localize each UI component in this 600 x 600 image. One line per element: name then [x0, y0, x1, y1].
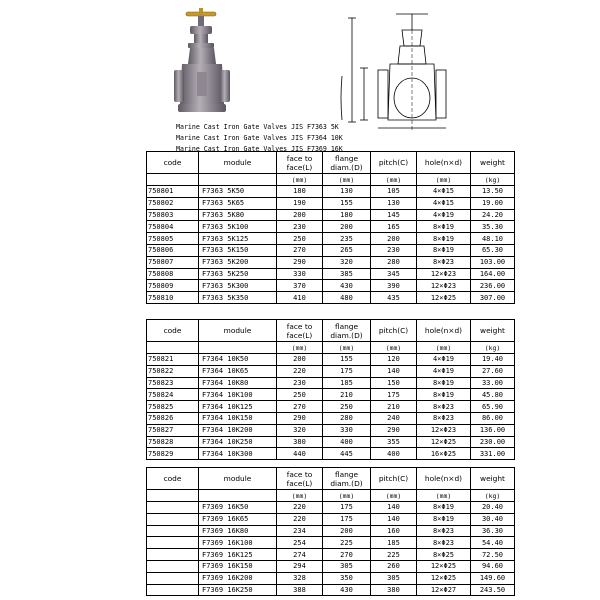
col-weight: weight: [471, 320, 515, 342]
unit-cell: (mm): [371, 342, 417, 354]
table-row: [147, 221, 515, 233]
row-weight: 307.00: [471, 292, 515, 304]
col-flange-line2: diam.(D): [330, 330, 363, 340]
unit-cell: (mm): [277, 342, 323, 354]
row-flange: 200: [323, 525, 371, 537]
table-row: [147, 584, 515, 596]
table-row: [147, 209, 515, 221]
row-weight: 86.00: [471, 412, 515, 424]
row-flange: 350: [323, 572, 371, 584]
units-row: [147, 174, 515, 186]
row-module: F7364 10K150: [199, 412, 277, 424]
row-weight: 20.40: [471, 502, 515, 514]
row-code: [147, 572, 199, 584]
row-pitch: 240: [371, 412, 417, 424]
row-hole: 12×Φ25: [417, 560, 471, 572]
col-face-line2: face(L): [286, 330, 313, 340]
row-weight: 35.30: [471, 221, 515, 233]
spec-table-5k: [146, 151, 515, 304]
row-weight: 230.00: [471, 436, 515, 448]
row-weight: 45.80: [471, 389, 515, 401]
row-pitch: 175: [371, 389, 417, 401]
row-hole: 4×Φ19: [417, 209, 471, 221]
col-module: module: [199, 320, 277, 342]
row-code: 750805: [147, 233, 199, 245]
row-code: [147, 513, 199, 525]
row-face: 370: [277, 280, 323, 292]
row-hole: 8×Φ19: [417, 377, 471, 389]
row-hole: 8×Φ25: [417, 549, 471, 561]
row-weight: 243.50: [471, 584, 515, 596]
col-flange: [323, 320, 371, 342]
unit-cell: (mm): [323, 174, 371, 186]
unit-cell: [199, 174, 277, 186]
row-face: 270: [277, 401, 323, 413]
table-header-row: [147, 152, 515, 174]
row-face: 294: [277, 560, 323, 572]
row-module: F7363 5K150: [199, 244, 277, 256]
col-hole: hole(n×d): [417, 320, 471, 342]
row-code: [147, 549, 199, 561]
row-hole: 8×Φ19: [417, 389, 471, 401]
unit-cell: [147, 490, 199, 502]
row-code: 750808: [147, 268, 199, 280]
row-pitch: 145: [371, 209, 417, 221]
col-code: code: [147, 152, 199, 174]
row-pitch: 165: [371, 221, 417, 233]
row-weight: 65.30: [471, 244, 515, 256]
row-pitch: 260: [371, 560, 417, 572]
row-pitch: 400: [371, 448, 417, 460]
row-face: 254: [277, 537, 323, 549]
table-row: [147, 412, 515, 424]
row-face: 200: [277, 209, 323, 221]
row-module: F7363 5K350: [199, 292, 277, 304]
col-flange-line1: flange: [334, 321, 359, 331]
unit-cell: (mm): [417, 342, 471, 354]
table-row: [147, 280, 515, 292]
table-header-row: [147, 468, 515, 490]
row-hole: 12×Φ27: [417, 584, 471, 596]
table-row: [147, 186, 515, 198]
col-flange-line2: diam.(D): [330, 478, 363, 488]
row-weight: 33.00: [471, 377, 515, 389]
unit-cell: (mm): [417, 490, 471, 502]
col-face: [277, 468, 323, 490]
row-flange: 270: [323, 549, 371, 561]
row-flange: 175: [323, 502, 371, 514]
row-face: 388: [277, 584, 323, 596]
row-face: 274: [277, 549, 323, 561]
col-face-line1: face to: [286, 153, 313, 163]
title-5k: Marine Cast Iron Gate Valves JIS F7363 5K: [176, 123, 339, 131]
row-face: 220: [277, 513, 323, 525]
row-flange: 225: [323, 537, 371, 549]
row-face: 230: [277, 221, 323, 233]
row-flange: 155: [323, 354, 371, 366]
row-face: 234: [277, 525, 323, 537]
col-code: code: [147, 468, 199, 490]
table-row: [147, 448, 515, 460]
row-face: 250: [277, 389, 323, 401]
row-module: F7363 5K300: [199, 280, 277, 292]
row-flange: 320: [323, 256, 371, 268]
col-face-line1: face to: [286, 469, 313, 479]
col-module: module: [199, 152, 277, 174]
row-weight: 13.50: [471, 186, 515, 198]
row-flange: 430: [323, 280, 371, 292]
col-pitch: pitch(C): [371, 320, 417, 342]
table-header-row: [147, 320, 515, 342]
row-module: F7364 10K65: [199, 365, 277, 377]
row-flange: 250: [323, 401, 371, 413]
table-row: [147, 292, 515, 304]
row-hole: 8×Φ19: [417, 513, 471, 525]
row-pitch: 380: [371, 584, 417, 596]
row-weight: 30.40: [471, 513, 515, 525]
col-flange-line1: flange: [334, 153, 359, 163]
row-face: 200: [277, 354, 323, 366]
row-code: 750824: [147, 389, 199, 401]
row-code: 750821: [147, 354, 199, 366]
row-flange: 130: [323, 186, 371, 198]
row-hole: 8×Φ19: [417, 221, 471, 233]
row-weight: 136.00: [471, 424, 515, 436]
row-hole: 8×Φ23: [417, 256, 471, 268]
row-pitch: 390: [371, 280, 417, 292]
row-face: 330: [277, 268, 323, 280]
table-row: [147, 377, 515, 389]
row-hole: 8×Φ19: [417, 502, 471, 514]
spec-table-10k: [146, 319, 515, 460]
row-module: F7369 16K125: [199, 549, 277, 561]
table-row: [147, 513, 515, 525]
row-flange: 265: [323, 244, 371, 256]
row-flange: 235: [323, 233, 371, 245]
col-flange-line2: diam.(D): [330, 162, 363, 172]
row-hole: 8×Φ23: [417, 537, 471, 549]
row-module: F7363 5K100: [199, 221, 277, 233]
row-flange: 400: [323, 436, 371, 448]
row-face: 328: [277, 572, 323, 584]
row-module: F7363 5K50: [199, 186, 277, 198]
col-face: [277, 320, 323, 342]
title-16k: Marine Cast Iron Gate Valves JIS F7369 16K: [176, 145, 343, 153]
row-flange: 175: [323, 513, 371, 525]
row-flange: 330: [323, 424, 371, 436]
table-row: [147, 549, 515, 561]
unit-cell: [147, 174, 199, 186]
units-row: [147, 490, 515, 502]
unit-cell: (mm): [277, 490, 323, 502]
row-code: 750829: [147, 448, 199, 460]
row-module: F7364 10K250: [199, 436, 277, 448]
row-module: F7369 16K80: [199, 525, 277, 537]
row-pitch: 355: [371, 436, 417, 448]
units-row: [147, 342, 515, 354]
row-code: 750825: [147, 401, 199, 413]
table-row: [147, 354, 515, 366]
table-body: [147, 502, 515, 596]
row-weight: 103.00: [471, 256, 515, 268]
row-weight: 19.00: [471, 197, 515, 209]
row-code: [147, 584, 199, 596]
table-row: [147, 256, 515, 268]
row-pitch: 435: [371, 292, 417, 304]
row-weight: 331.00: [471, 448, 515, 460]
unit-cell: (mm): [323, 342, 371, 354]
row-code: 750807: [147, 256, 199, 268]
row-hole: 12×Φ23: [417, 424, 471, 436]
row-hole: 12×Φ25: [417, 572, 471, 584]
row-hole: 8×Φ23: [417, 401, 471, 413]
row-module: F7364 10K80: [199, 377, 277, 389]
row-hole: 8×Φ19: [417, 244, 471, 256]
row-weight: 48.10: [471, 233, 515, 245]
row-hole: 8×Φ23: [417, 525, 471, 537]
row-weight: 24.20: [471, 209, 515, 221]
col-flange: [323, 152, 371, 174]
col-flange-line1: flange: [334, 469, 359, 479]
row-pitch: 140: [371, 513, 417, 525]
row-code: [147, 537, 199, 549]
unit-cell: [199, 342, 277, 354]
row-module: F7363 5K65: [199, 197, 277, 209]
row-module: F7364 10K125: [199, 401, 277, 413]
row-pitch: 210: [371, 401, 417, 413]
row-module: F7363 5K200: [199, 256, 277, 268]
table-row: [147, 268, 515, 280]
unit-cell: (mm): [371, 174, 417, 186]
row-hole: 4×Φ15: [417, 197, 471, 209]
row-weight: 36.30: [471, 525, 515, 537]
row-face: 320: [277, 424, 323, 436]
row-flange: 175: [323, 365, 371, 377]
row-code: 750803: [147, 209, 199, 221]
row-code: 750826: [147, 412, 199, 424]
gate-valve-photo: [170, 6, 234, 122]
row-weight: 65.90: [471, 401, 515, 413]
row-hole: 12×Φ25: [417, 292, 471, 304]
row-flange: 185: [323, 377, 371, 389]
col-face-line2: face(L): [286, 162, 313, 172]
col-code: code: [147, 320, 199, 342]
table-row: [147, 537, 515, 549]
table-row: [147, 401, 515, 413]
row-flange: 305: [323, 560, 371, 572]
row-code: [147, 560, 199, 572]
row-weight: 19.40: [471, 354, 515, 366]
row-flange: 445: [323, 448, 371, 460]
col-pitch: pitch(C): [371, 468, 417, 490]
unit-cell: (mm): [323, 490, 371, 502]
row-code: 750810: [147, 292, 199, 304]
row-code: 750809: [147, 280, 199, 292]
row-hole: 16×Φ25: [417, 448, 471, 460]
row-pitch: 200: [371, 233, 417, 245]
table-row: [147, 389, 515, 401]
col-pitch: pitch(C): [371, 152, 417, 174]
row-module: F7369 16K50: [199, 502, 277, 514]
row-flange: 200: [323, 221, 371, 233]
unit-cell: [199, 490, 277, 502]
unit-cell: [147, 342, 199, 354]
unit-cell: (kg): [471, 174, 515, 186]
row-pitch: 120: [371, 354, 417, 366]
table-row: [147, 502, 515, 514]
row-flange: 210: [323, 389, 371, 401]
row-flange: 280: [323, 412, 371, 424]
row-code: 750828: [147, 436, 199, 448]
row-module: F7364 10K200: [199, 424, 277, 436]
row-weight: 149.60: [471, 572, 515, 584]
unit-cell: (mm): [417, 174, 471, 186]
row-pitch: 140: [371, 502, 417, 514]
row-pitch: 345: [371, 268, 417, 280]
table-row: [147, 244, 515, 256]
col-hole: hole(n×d): [417, 152, 471, 174]
row-code: 750827: [147, 424, 199, 436]
row-module: F7364 10K100: [199, 389, 277, 401]
table-row: [147, 525, 515, 537]
col-weight: weight: [471, 152, 515, 174]
row-pitch: 225: [371, 549, 417, 561]
row-face: 380: [277, 436, 323, 448]
row-module: F7369 16K200: [199, 572, 277, 584]
row-face: 270: [277, 244, 323, 256]
row-module: F7363 5K250: [199, 268, 277, 280]
col-face-line1: face to: [286, 321, 313, 331]
row-face: 250: [277, 233, 323, 245]
row-flange: 430: [323, 584, 371, 596]
row-pitch: 185: [371, 537, 417, 549]
table-row: [147, 560, 515, 572]
row-weight: 72.50: [471, 549, 515, 561]
row-face: 220: [277, 502, 323, 514]
unit-cell: (mm): [371, 490, 417, 502]
row-pitch: 150: [371, 377, 417, 389]
table-body: [147, 354, 515, 460]
row-module: F7363 5K125: [199, 233, 277, 245]
row-pitch: 140: [371, 365, 417, 377]
row-flange: 385: [323, 268, 371, 280]
table-row: [147, 572, 515, 584]
row-code: 750806: [147, 244, 199, 256]
row-weight: 94.60: [471, 560, 515, 572]
unit-cell: (mm): [277, 174, 323, 186]
row-pitch: 290: [371, 424, 417, 436]
table-row: [147, 424, 515, 436]
row-pitch: 105: [371, 186, 417, 198]
row-hole: 12×Φ23: [417, 268, 471, 280]
row-pitch: 230: [371, 244, 417, 256]
col-flange: [323, 468, 371, 490]
row-code: 750802: [147, 197, 199, 209]
table-row: [147, 233, 515, 245]
row-module: F7364 10K300: [199, 448, 277, 460]
row-face: 440: [277, 448, 323, 460]
row-face: 290: [277, 412, 323, 424]
unit-cell: (kg): [471, 342, 515, 354]
row-pitch: 130: [371, 197, 417, 209]
table-body: [147, 186, 515, 304]
row-module: F7369 16K150: [199, 560, 277, 572]
unit-cell: (kg): [471, 490, 515, 502]
row-face: 190: [277, 197, 323, 209]
table-row: [147, 436, 515, 448]
row-flange: 180: [323, 209, 371, 221]
row-code: 750822: [147, 365, 199, 377]
col-face: [277, 152, 323, 174]
row-hole: 8×Φ23: [417, 412, 471, 424]
row-hole: 4×Φ19: [417, 354, 471, 366]
table-row: [147, 197, 515, 209]
table-row: [147, 365, 515, 377]
row-face: 230: [277, 377, 323, 389]
row-code: 750801: [147, 186, 199, 198]
col-weight: weight: [471, 468, 515, 490]
row-face: 410: [277, 292, 323, 304]
row-pitch: 280: [371, 256, 417, 268]
row-code: [147, 525, 199, 537]
row-hole: 4×Φ15: [417, 186, 471, 198]
row-module: F7369 16K65: [199, 513, 277, 525]
row-pitch: 305: [371, 572, 417, 584]
row-weight: 54.40: [471, 537, 515, 549]
row-face: 290: [277, 256, 323, 268]
row-module: F7363 5K80: [199, 209, 277, 221]
row-hole: 12×Φ23: [417, 280, 471, 292]
row-face: 220: [277, 365, 323, 377]
row-hole: 12×Φ25: [417, 436, 471, 448]
row-hole: 4×Φ19: [417, 365, 471, 377]
row-code: 750823: [147, 377, 199, 389]
row-code: 750804: [147, 221, 199, 233]
row-flange: 155: [323, 197, 371, 209]
col-face-line2: face(L): [286, 478, 313, 488]
row-module: F7369 16K100: [199, 537, 277, 549]
row-module: F7369 16K250: [199, 584, 277, 596]
row-code: [147, 502, 199, 514]
row-flange: 480: [323, 292, 371, 304]
row-pitch: 160: [371, 525, 417, 537]
row-hole: 8×Φ19: [417, 233, 471, 245]
row-weight: 164.00: [471, 268, 515, 280]
row-module: F7364 10K50: [199, 354, 277, 366]
row-weight: 236.00: [471, 280, 515, 292]
row-weight: 27.60: [471, 365, 515, 377]
title-10k: Marine Cast Iron Gate Valves JIS F7364 10K: [176, 134, 343, 142]
col-module: module: [199, 468, 277, 490]
valve-technical-drawing: [338, 10, 456, 138]
col-hole: hole(n×d): [417, 468, 471, 490]
row-face: 180: [277, 186, 323, 198]
spec-table-16k: [146, 467, 515, 596]
